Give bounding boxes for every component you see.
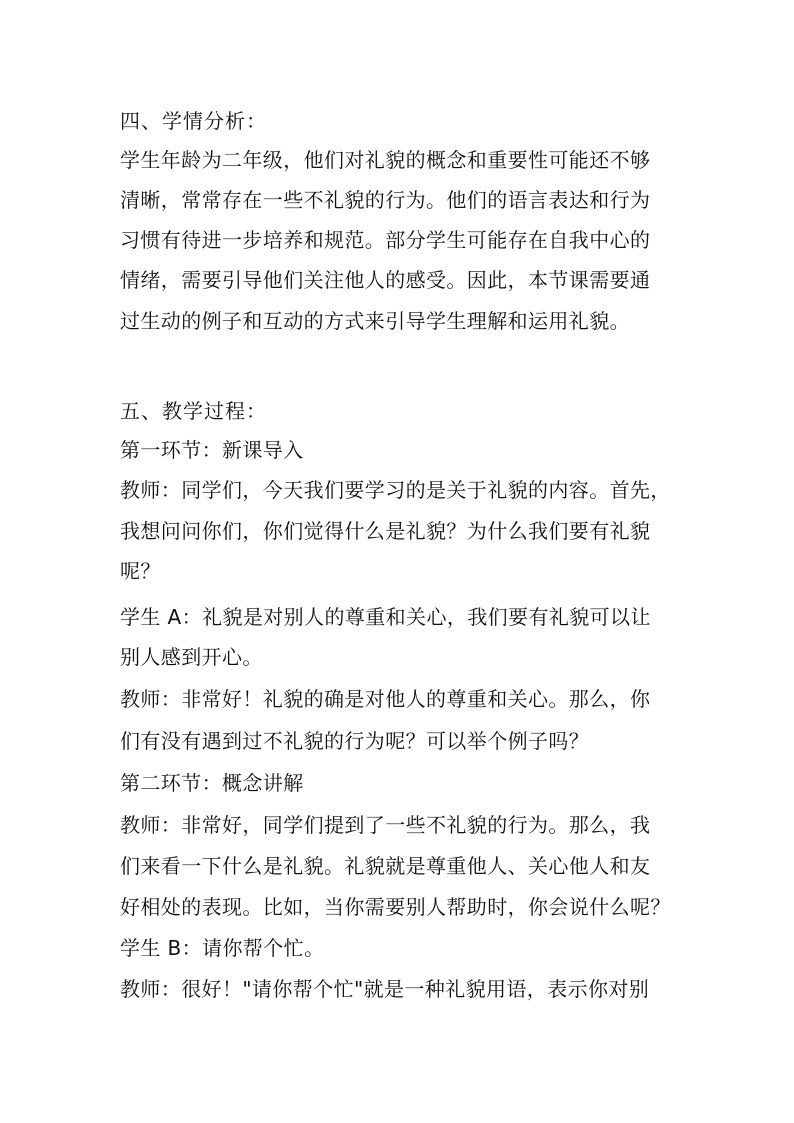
section4-line-4: 情绪，需要引导他们关注他人的感受。因此，本节课需要通 [120,268,651,292]
section5-line-8: 们有没有遇到过不礼貌的行为呢？可以举个例子吗？ [120,729,590,753]
section5-line-1: 第一环节：新课导入 [120,438,304,462]
section5-line-7: 教师：非常好！礼貌的确是对他人的尊重和关心。那么，你 [120,687,651,711]
section4-line-1: 学生年龄为二年级，他们对礼貌的概念和重要性可能还不够 [120,148,651,172]
section5-line-13: 学生 B：请你帮个忙。 [120,936,325,960]
section5-heading: 五、教学过程： [120,399,267,423]
section5-line-3: 我想问问你们，你们觉得什么是礼貌？为什么我们要有礼貌 [120,519,651,543]
section5-line-5: 学生 A：礼貌是对别人的尊重和关心，我们要有礼貌可以让 [120,605,651,629]
section5-line-11: 们来看一下什么是礼貌。礼貌就是尊重他人、关心他人和友 [120,854,651,878]
section4-line-3: 习惯有待进一步培养和规范。部分学生可能存在自我中心的 [120,228,651,252]
section5-line-12: 好相处的表现。比如，当你需要别人帮助时，你会说什么呢？ [120,895,671,919]
section5-line-2: 教师：同学们，今天我们要学习的是关于礼貌的内容。首先， [120,478,671,502]
section4-line-5: 过生动的例子和互动的方式来引导学生理解和运用礼貌。 [120,309,630,333]
section5-line-6: 别人感到开心。 [120,645,263,669]
section5-line-10: 教师：非常好，同学们提到了一些不礼貌的行为。那么，我 [120,813,651,837]
section5-line-4: 呢？ [120,559,161,583]
section4-line-2: 清晰，常常存在一些不礼貌的行为。他们的语言表达和行为 [120,188,651,212]
section5-line-9: 第二环节：概念讲解 [120,771,304,795]
section4-heading: 四、学情分析： [120,109,267,133]
section5-line-14: 教师：很好！"请你帮个忙"就是一种礼貌用语，表示你对别 [120,977,650,1001]
